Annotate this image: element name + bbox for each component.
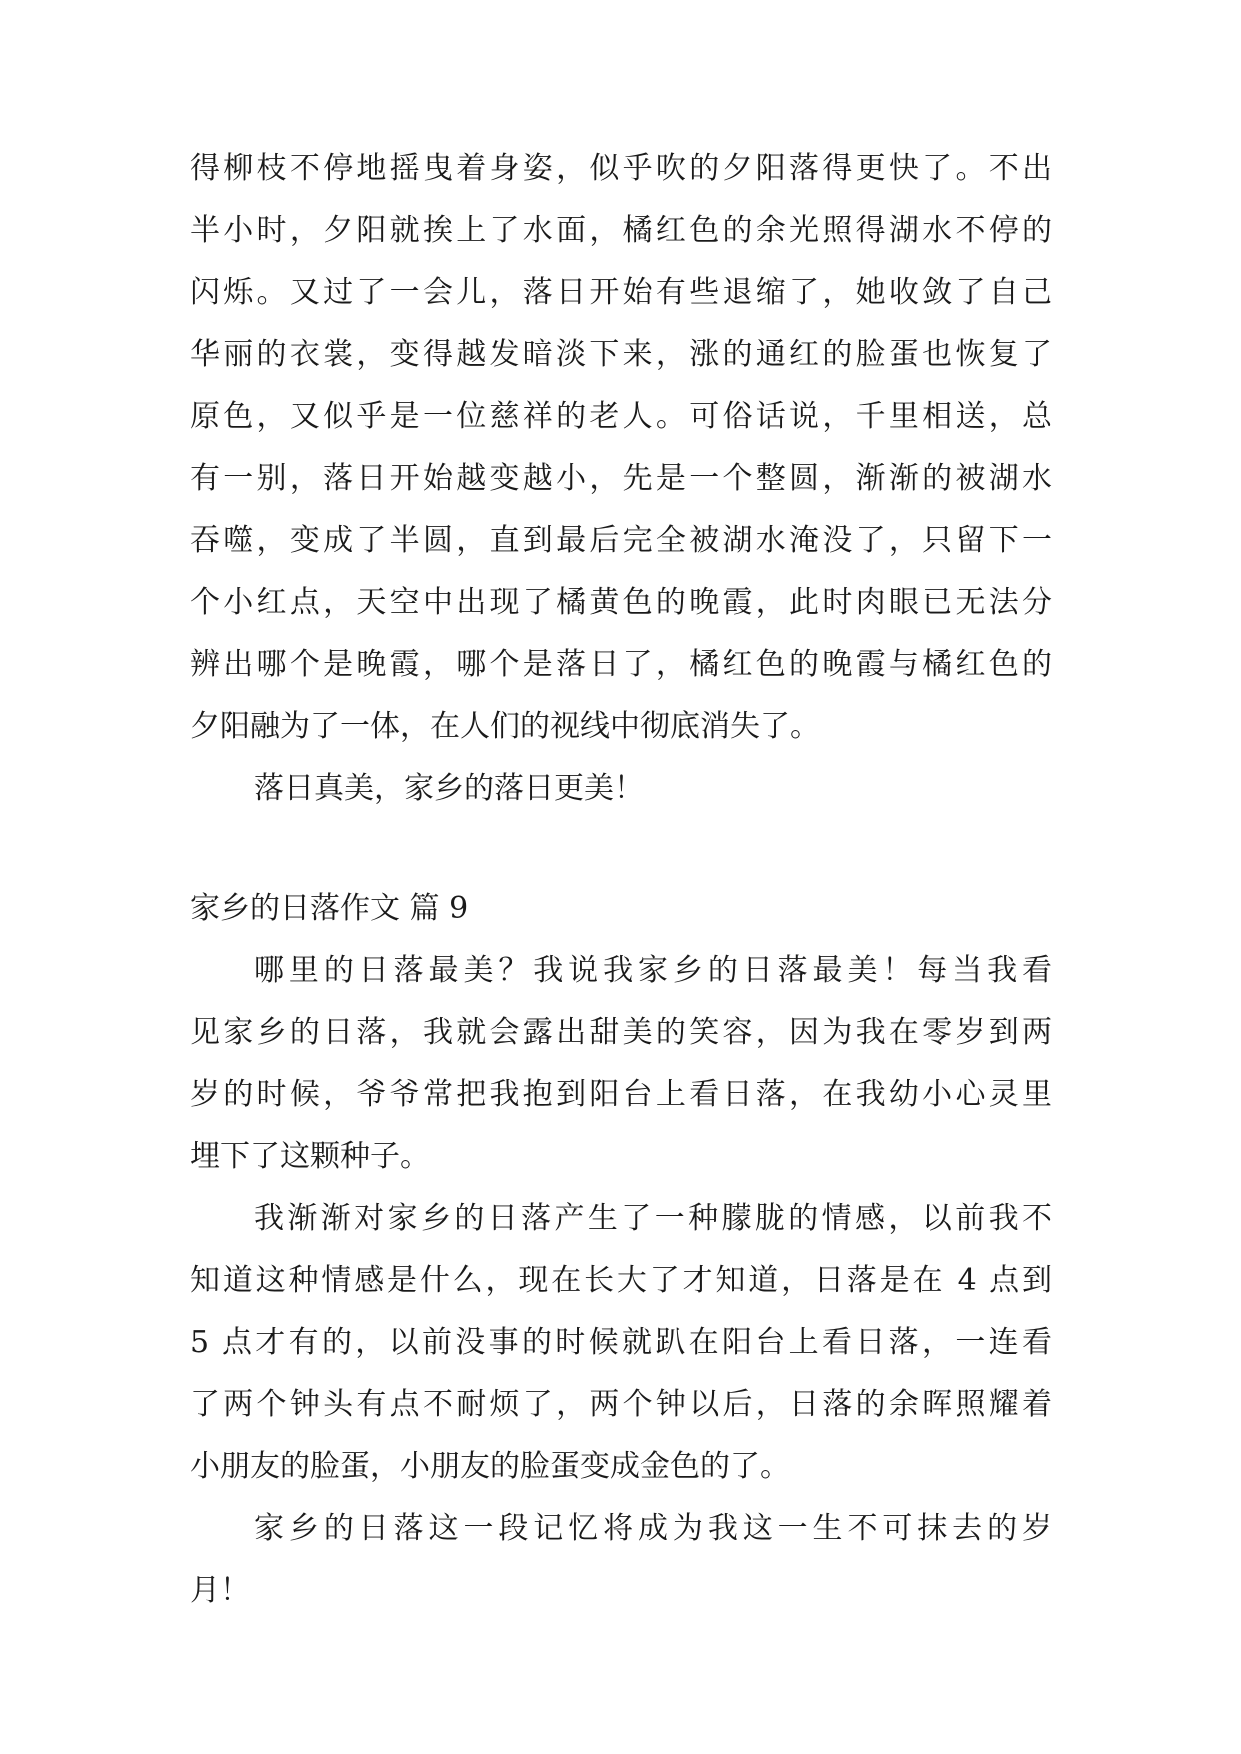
body-text-line: 半小时，夕阳就挨上了水面，橘红色的余光照得湖水不停的	[190, 213, 1052, 248]
body-text-line: 吞噬，变成了半圆，直到最后完全被湖水淹没了，只留下一	[190, 523, 1052, 558]
body-text-line: 月！	[190, 1573, 250, 1608]
body-text-line: 5 点才有的，以前没事的时候就趴在阳台上看日落，一连看	[190, 1325, 1052, 1360]
body-text-line: 家乡的日落这一段记忆将成为我这一生不可抹去的岁	[254, 1511, 1052, 1546]
body-text-line: 夕阳融为了一体，在人们的视线中彻底消失了。	[190, 709, 820, 744]
body-text-line: 知道这种情感是什么，现在长大了才知道，日落是在 4 点到	[190, 1263, 1052, 1298]
body-text-line: 见家乡的日落，我就会露出甜美的笑容，因为我在零岁到两	[190, 1015, 1052, 1050]
body-text-line: 华丽的衣裳，变得越发暗淡下来，涨的通红的脸蛋也恢复了	[190, 337, 1052, 372]
body-text-line: 小朋友的脸蛋，小朋友的脸蛋变成金色的了。	[190, 1449, 790, 1484]
body-text-line: 闪烁。又过了一会儿，落日开始有些退缩了，她收敛了自己	[190, 275, 1052, 310]
body-text-line: 原色，又似乎是一位慈祥的老人。可俗话说，千里相送，总	[190, 399, 1052, 434]
body-text-line: 埋下了这颗种子。	[190, 1139, 430, 1174]
body-text-line: 了两个钟头有点不耐烦了，两个钟以后，日落的余晖照耀着	[190, 1387, 1052, 1422]
body-text-line: 个小红点，天空中出现了橘黄色的晚霞，此时肉眼已无法分	[190, 585, 1052, 620]
body-text-line: 我渐渐对家乡的日落产生了一种朦胧的情感，以前我不	[254, 1201, 1052, 1236]
body-text-line: 得柳枝不停地摇曳着身姿，似乎吹的夕阳落得更快了。不出	[190, 151, 1052, 186]
body-text-line: 岁的时候，爷爷常把我抱到阳台上看日落，在我幼小心灵里	[190, 1077, 1052, 1112]
body-text-line: 哪里的日落最美？我说我家乡的日落最美！每当我看	[254, 953, 1052, 988]
body-text-line: 有一别，落日开始越变越小，先是一个整圆，渐渐的被湖水	[190, 461, 1052, 496]
section-heading: 家乡的日落作文 篇 9	[190, 891, 469, 926]
closing-line: 落日真美，家乡的落日更美！	[254, 771, 644, 806]
body-text-line: 辨出哪个是晚霞，哪个是落日了，橘红色的晚霞与橘红色的	[190, 647, 1052, 682]
